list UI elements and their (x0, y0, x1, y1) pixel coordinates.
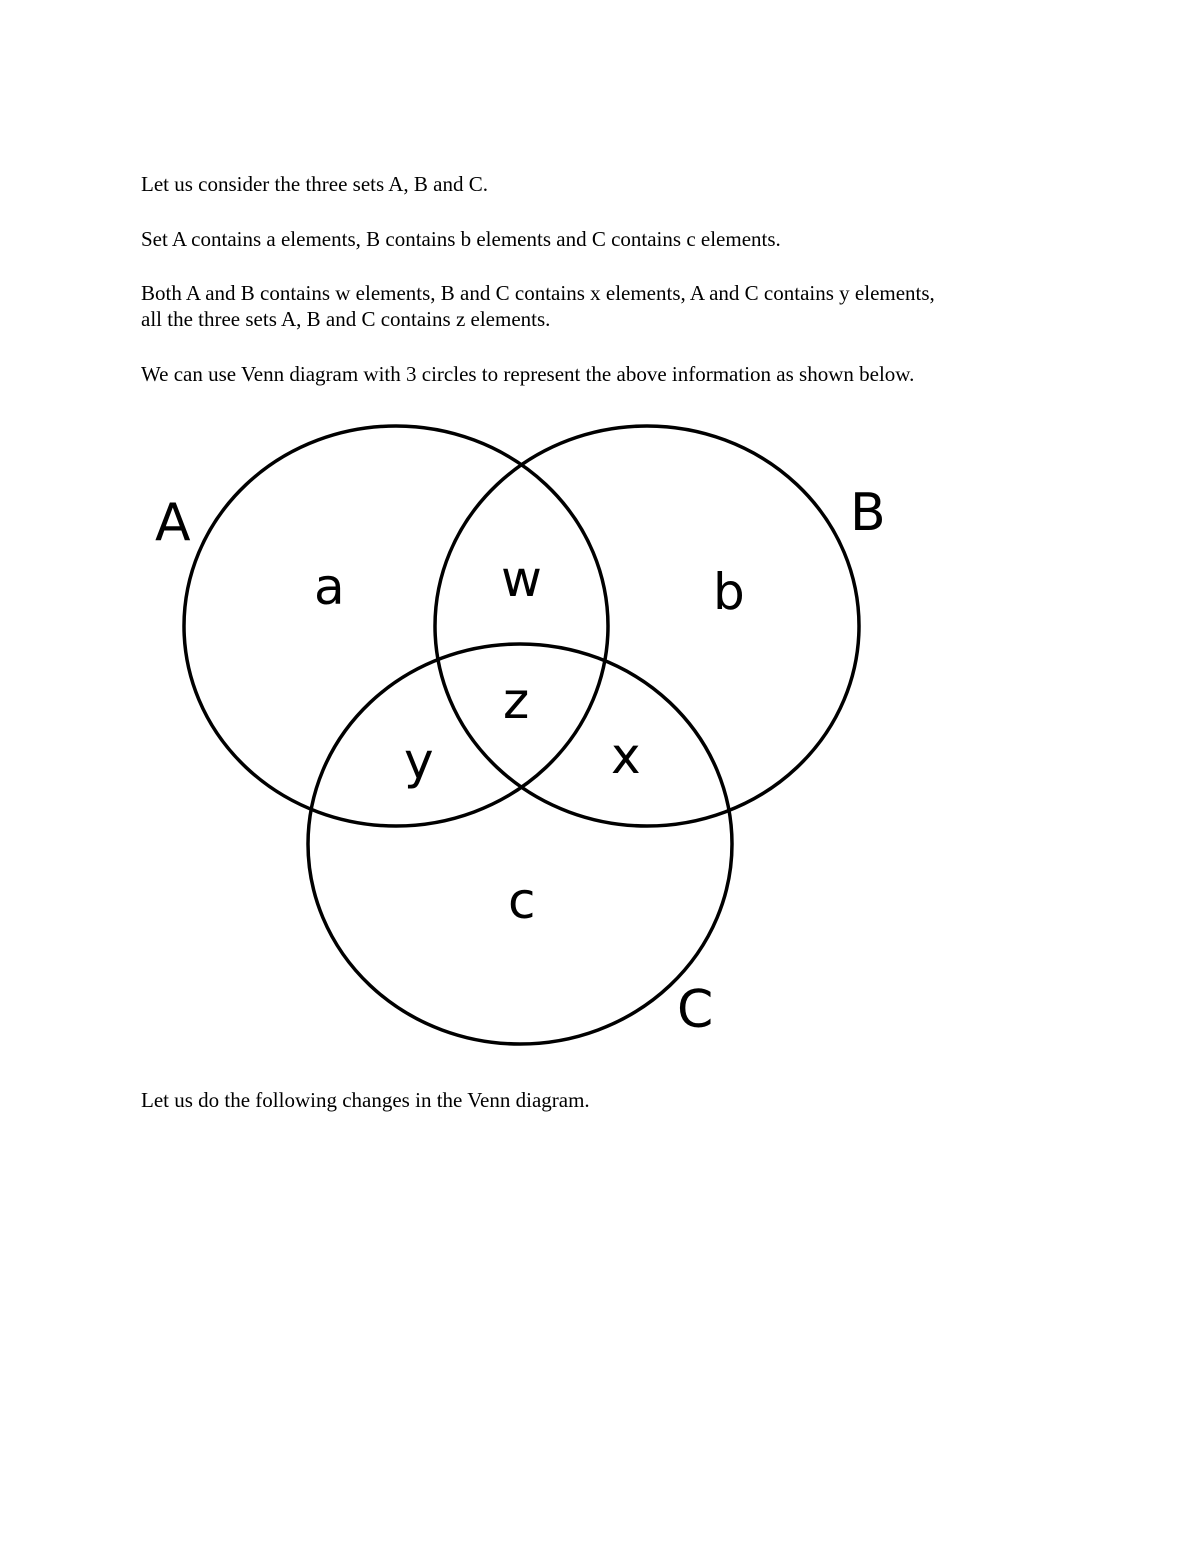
region-a-and-b-label: w (501, 550, 542, 608)
region-a-and-c-label: y (404, 732, 434, 790)
region-only-a-label: a (314, 558, 345, 616)
set-b-circle (435, 426, 859, 826)
paragraph-venn-intro (141, 361, 1081, 387)
set-a-label: A (155, 493, 191, 553)
paragraph-intersections (141, 280, 1081, 332)
set-b-label: B (850, 483, 886, 543)
paragraph-intro (141, 171, 1081, 197)
region-only-b-label: b (713, 563, 745, 621)
set-a-circle (184, 426, 608, 826)
paragraph-line: Let us do the following changes in the Venn diagram. (141, 1088, 590, 1112)
paragraph-line: Set A contains a elements, B contains b elements and C contains c elements. (141, 227, 781, 251)
paragraph-line: Both A and B contains w elements, B and C contains x elements, A and C contains y elements, (141, 281, 935, 305)
set-c-label: C (677, 980, 714, 1040)
set-c-circle (308, 644, 732, 1044)
paragraph-line: Let us consider the three sets A, B and C. (141, 172, 489, 196)
paragraph-changes (141, 1087, 1081, 1113)
paragraph-line: all the three sets A, B and C contains z elements. (141, 307, 551, 331)
paragraph-line: We can use Venn diagram with 3 circles to represent the above information as shown below. (141, 362, 915, 386)
paragraph-set-sizes (141, 226, 1081, 252)
region-b-and-c-label: x (611, 727, 641, 785)
region-a-b-c-label: z (503, 672, 530, 730)
region-only-c-label: c (508, 872, 536, 930)
